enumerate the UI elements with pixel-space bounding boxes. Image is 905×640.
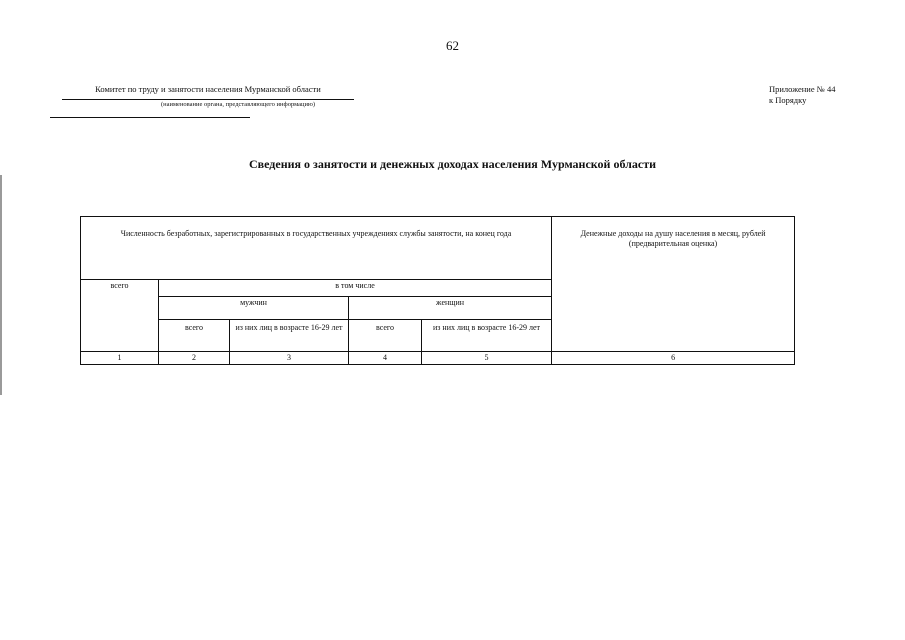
header-men-total: всего [159,320,230,352]
column-number-6: 6 [552,352,795,365]
header-unemployed: Численность безработных, зарегистрированных в государственных учреждениях службы занятости, на конец года [81,217,552,280]
organization-caption: (наименование органа, представляющего информацию) [160,101,316,108]
header-income: Денежные доходы на душу населения в месяц, рублей (предварительная оценка) [552,217,795,352]
table-header-row-1 [81,217,795,280]
header-women-total: всего [349,320,422,352]
scan-edge-line [0,175,2,395]
column-number-4: 4 [349,352,422,365]
header-including: в том числе [159,280,552,297]
header-total: всего [81,280,159,352]
report-table [80,216,795,365]
organization-block [62,84,354,108]
caption-underline [50,117,250,118]
header-men-youth: из них лиц в возрасте 16-29 лет [230,320,349,352]
appendix-note [769,84,835,106]
column-number-row [81,352,795,365]
organization-name: Комитет по труду и занятости населения Мурманской области [62,84,354,100]
appendix-line-1: Приложение № 44 [769,84,836,94]
column-number-1: 1 [81,352,159,365]
document-title: Сведения о занятости и денежных доходах населения Мурманской области [248,157,657,171]
column-number-3: 3 [230,352,349,365]
header-men: мужчин [159,297,349,320]
header-women-youth: из них лиц в возрасте 16-29 лет [422,320,552,352]
header-women: женщин [349,297,552,320]
page-number: 62 [446,38,459,53]
column-number-5: 5 [422,352,552,365]
appendix-line-2: к Порядку [769,95,807,105]
column-number-2: 2 [159,352,230,365]
